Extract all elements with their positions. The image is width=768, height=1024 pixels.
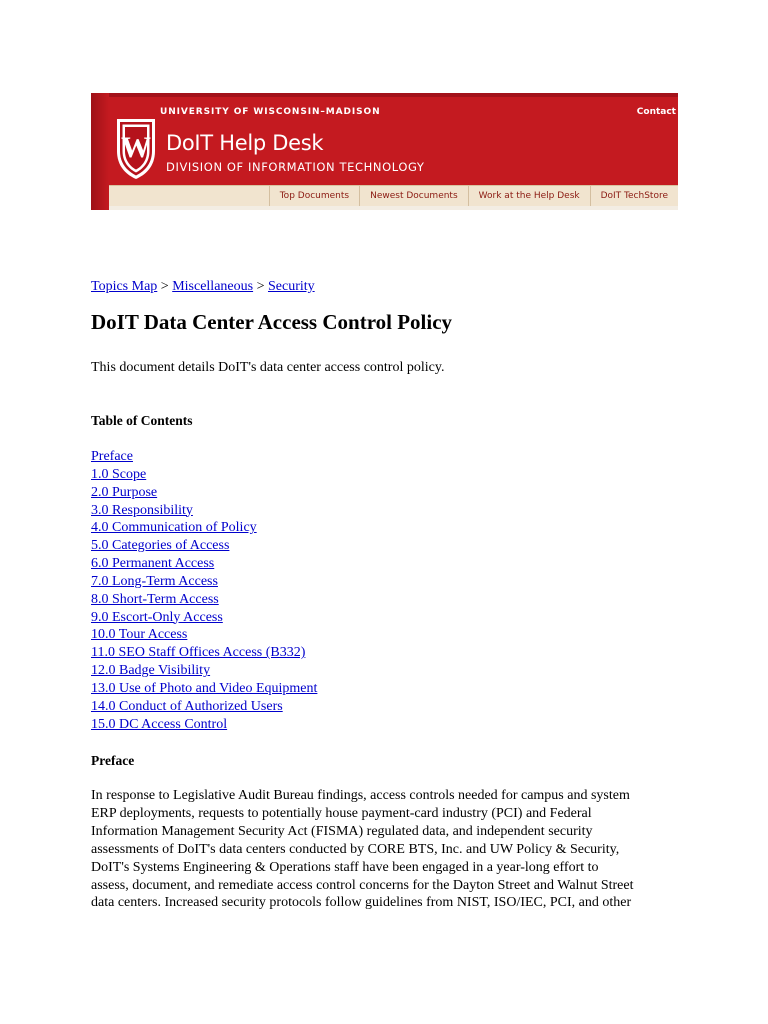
preface-line: assessments of DoIT's data centers conducted by CORE BTS, Inc. and UW Policy & Security, — [91, 841, 620, 857]
preface-line: data centers. Increased security protocols follow guidelines from NIST, ISO/IEC, PCI, and other — [91, 895, 632, 911]
university-name[interactable]: UNIVERSITY OF WISCONSIN–MADISON — [160, 107, 381, 117]
toc-item — [91, 662, 317, 680]
toc-link-communication[interactable]: 4.0 Communication of Policy — [91, 520, 257, 536]
toc-link-short-term[interactable]: 8.0 Short-Term Access — [91, 591, 219, 607]
breadcrumb-security[interactable]: Security — [267, 279, 315, 294]
preface-line: In response to Legislative Audit Bureau findings, access controls needed for campus and system — [91, 788, 630, 803]
toc-item — [91, 519, 317, 537]
toc-link-photo-video[interactable]: 13.0 Use of Photo and Video Equipment — [91, 680, 318, 696]
nav-doit-techstore[interactable]: DoIT TechStore — [590, 186, 678, 206]
toc-link-categories[interactable]: 5.0 Categories of Access — [91, 538, 230, 554]
toc-link-scope[interactable]: 1.0 Scope — [91, 466, 147, 482]
toc-item — [91, 448, 317, 466]
toc-link-permanent[interactable]: 6.0 Permanent Access — [91, 556, 215, 572]
table-of-contents — [91, 448, 317, 734]
toc-item — [91, 591, 317, 609]
site-title[interactable]: DoIT Help Desk — [166, 131, 324, 155]
preface-heading: Preface — [91, 753, 135, 768]
toc-link-preface[interactable]: Preface — [91, 449, 133, 464]
preface-line: Information Management Security Act (FISMA) regulated data, and independent security — [91, 823, 593, 839]
toc-item — [91, 626, 317, 644]
toc-link-conduct[interactable]: 14.0 Conduct of Authorized Users — [91, 698, 283, 714]
toc-item — [91, 484, 317, 502]
nav-top-documents[interactable]: Top Documents — [269, 186, 359, 206]
site-banner — [91, 93, 678, 210]
toc-item — [91, 609, 317, 627]
breadcrumb-topics-map[interactable]: Topics Map — [91, 279, 158, 294]
main-content — [91, 278, 691, 911]
preface-line: DoIT's Systems Engineering & Operations staff have been engaged in a year-long effort to — [91, 859, 599, 875]
toc-link-purpose[interactable]: 2.0 Purpose — [91, 484, 158, 500]
top-nav — [109, 185, 678, 206]
breadcrumb-separator: > — [160, 279, 169, 294]
nav-newest-documents[interactable]: Newest Documents — [359, 186, 468, 206]
toc-item — [91, 466, 317, 484]
toc-item — [91, 555, 317, 573]
toc-link-responsibility[interactable]: 3.0 Responsibility — [91, 502, 193, 518]
nav-shadow — [109, 206, 678, 210]
toc-item — [91, 644, 317, 662]
toc-link-escort-only[interactable]: 9.0 Escort-Only Access — [91, 609, 223, 625]
toc-item — [91, 502, 317, 520]
contact-link[interactable]: Contact — [636, 107, 676, 117]
toc-item — [91, 573, 317, 591]
breadcrumb — [91, 278, 691, 296]
preface-line: assess, document, and remediate access control concerns for the Dayton Street and Walnut Street — [91, 877, 634, 893]
toc-link-tour[interactable]: 10.0 Tour Access — [91, 627, 188, 643]
toc-link-long-term[interactable]: 7.0 Long-Term Access — [91, 573, 218, 589]
page-title: DoIT Data Center Access Control Policy — [91, 310, 453, 334]
toc-link-seo-staff[interactable]: 11.0 SEO Staff Offices Access (B332) — [91, 645, 306, 661]
site-subtitle: DIVISION OF INFORMATION TECHNOLOGY — [166, 160, 425, 174]
toc-link-badge[interactable]: 12.0 Badge Visibility — [91, 663, 211, 679]
banner-left-strip — [91, 93, 109, 210]
toc-item — [91, 698, 317, 716]
nav-work-at-help-desk[interactable]: Work at the Help Desk — [468, 186, 590, 206]
banner-top-line — [91, 93, 678, 97]
toc-item — [91, 537, 317, 555]
toc-item — [91, 680, 317, 698]
toc-item — [91, 716, 317, 734]
toc-heading: Table of Contents — [91, 413, 193, 428]
uw-crest-icon[interactable] — [113, 115, 159, 181]
preface-paragraph — [91, 787, 681, 912]
breadcrumb-separator: > — [256, 279, 265, 294]
breadcrumb-miscellaneous[interactable]: Miscellaneous — [172, 279, 254, 294]
intro-text: This document details DoIT's data center access control policy. — [91, 360, 445, 375]
crest-letter: W — [121, 131, 151, 164]
toc-link-dc-access[interactable]: 15.0 DC Access Control — [91, 716, 228, 732]
preface-line: ERP deployments, requests to potentially house payment-card industry (PCI) and Federal — [91, 805, 592, 821]
